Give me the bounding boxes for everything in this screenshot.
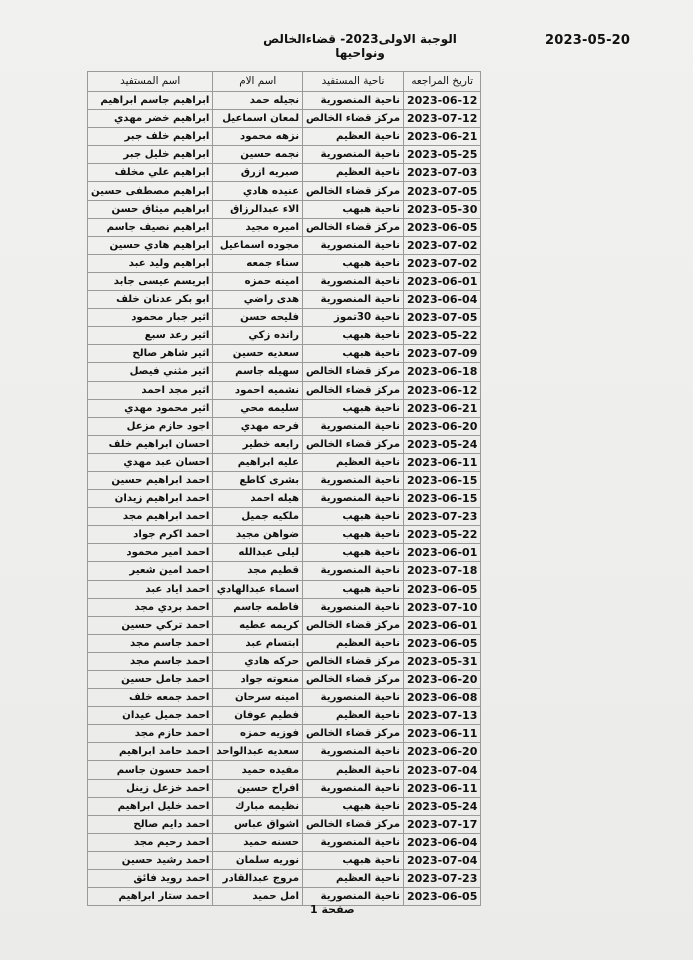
table-row <box>88 345 481 363</box>
district-cell: مركز قضاء الخالص <box>303 435 404 453</box>
district-cell: مركز قضاء الخالص <box>303 725 404 743</box>
table-row <box>88 272 481 290</box>
mother-name-cell: هيله احمد <box>213 490 303 508</box>
column-header-district: ناحية المستفيد <box>303 72 404 92</box>
district-cell: ناحية المنصورية <box>303 689 404 707</box>
table-row <box>88 435 481 453</box>
review-date-cell: 2023-06-15 <box>404 490 481 508</box>
table-row <box>88 797 481 815</box>
review-date-cell: 2023-07-09 <box>404 345 481 363</box>
mother-name-cell: فرحه مهدي <box>213 417 303 435</box>
table-row <box>88 526 481 544</box>
district-cell: مركز قضاء الخالص <box>303 652 404 670</box>
table-row <box>88 815 481 833</box>
district-cell: ناحية العظيم <box>303 634 404 652</box>
district-cell: ناحية هبهب <box>303 399 404 417</box>
beneficiary-name-cell: ابراهيم ميثاق حسن <box>88 200 213 218</box>
beneficiary-name-cell: احمد ابراهيم حسين <box>88 471 213 489</box>
review-date-cell: 2023-06-20 <box>404 743 481 761</box>
mother-name-cell: حركه هادي <box>213 652 303 670</box>
beneficiary-name-cell: اثير مثني فيصل <box>88 363 213 381</box>
district-cell: مركز قضاء الخالص <box>303 182 404 200</box>
district-cell: ناحية العظيم <box>303 707 404 725</box>
district-cell: ناحية هبهب <box>303 797 404 815</box>
beneficiary-name-cell: احمد تركي حسين <box>88 616 213 634</box>
mother-name-cell: رانده زكي <box>213 327 303 345</box>
mother-name-cell: كريمه عطيه <box>213 616 303 634</box>
table-row <box>88 761 481 779</box>
review-date-cell: 2023-06-05 <box>404 580 481 598</box>
table-row <box>88 870 481 888</box>
district-cell: ناحية العظيم <box>303 128 404 146</box>
beneficiary-name-cell: احمد ابراهيم زيدان <box>88 490 213 508</box>
district-cell: ناحية المنصورية <box>303 146 404 164</box>
beneficiary-name-cell: احمد رويد فائق <box>88 870 213 888</box>
beneficiary-name-cell: احمد امير محمود <box>88 544 213 562</box>
table-row <box>88 381 481 399</box>
table-row <box>88 363 481 381</box>
header-date: 2023-05-20 <box>545 33 631 48</box>
table-row <box>88 146 481 164</box>
district-cell: ناحية المنصورية <box>303 779 404 797</box>
table-row <box>88 707 481 725</box>
review-date-cell: 2023-07-05 <box>404 309 481 327</box>
mother-name-cell: ابتسام عبد <box>213 634 303 652</box>
header-title: الوجبة الاولى2023- قضاءالخالص ونواحيها <box>263 32 457 60</box>
beneficiary-name-cell: احمد خزعل زينل <box>88 779 213 797</box>
review-date-cell: 2023-07-02 <box>404 236 481 254</box>
beneficiary-name-cell: احمد خليل ابراهيم <box>88 797 213 815</box>
table-row <box>88 652 481 670</box>
review-date-cell: 2023-07-17 <box>404 815 481 833</box>
mother-name-cell: مروج عبدالقادر <box>213 870 303 888</box>
table-row <box>88 725 481 743</box>
mother-name-cell: اسماء عبدالهادي <box>213 580 303 598</box>
district-cell: ناحية المنصورية <box>303 291 404 309</box>
review-date-cell: 2023-05-24 <box>404 797 481 815</box>
table-row <box>88 128 481 146</box>
mother-name-cell: هدى راضي <box>213 291 303 309</box>
district-cell: ناحية المنصورية <box>303 490 404 508</box>
review-date-cell: 2023-07-05 <box>404 182 481 200</box>
mother-name-cell: فوزيه حمزه <box>213 725 303 743</box>
mother-name-cell: نجمه حسين <box>213 146 303 164</box>
review-date-cell: 2023-06-01 <box>404 272 481 290</box>
mother-name-cell: منعوته جواد <box>213 671 303 689</box>
mother-name-cell: اميره مجيد <box>213 218 303 236</box>
review-date-cell: 2023-06-05 <box>404 218 481 236</box>
district-cell: مركز قضاء الخالص <box>303 671 404 689</box>
beneficiaries-table <box>87 71 481 906</box>
table-row <box>88 888 481 906</box>
beneficiary-name-cell: احسان ابراهيم خلف <box>88 435 213 453</box>
beneficiary-name-cell: احمد ابراهيم مجد <box>88 508 213 526</box>
mother-name-cell: ليلى عبدالله <box>213 544 303 562</box>
beneficiary-name-cell: ابو بكر عدنان خلف <box>88 291 213 309</box>
district-cell: ناحية هبهب <box>303 345 404 363</box>
review-date-cell: 2023-07-02 <box>404 254 481 272</box>
table-row <box>88 399 481 417</box>
mother-name-cell: فاطمه جاسم <box>213 598 303 616</box>
review-date-cell: 2023-06-05 <box>404 888 481 906</box>
district-cell: مركز قضاء الخالص <box>303 381 404 399</box>
table-row <box>88 851 481 869</box>
table-row <box>88 236 481 254</box>
district-cell: ناحية هبهب <box>303 200 404 218</box>
table-row <box>88 453 481 471</box>
table-row <box>88 598 481 616</box>
review-date-cell: 2023-06-18 <box>404 363 481 381</box>
table-row <box>88 508 481 526</box>
district-cell: ناحية هبهب <box>303 526 404 544</box>
table-row <box>88 743 481 761</box>
beneficiary-name-cell: احمد جاسم مجد <box>88 634 213 652</box>
mother-name-cell: الاء عبدالرزاق <box>213 200 303 218</box>
district-cell: ناحية هبهب <box>303 254 404 272</box>
beneficiary-name-cell: اثير مجد احمد <box>88 381 213 399</box>
review-date-cell: 2023-07-03 <box>404 164 481 182</box>
table-row <box>88 200 481 218</box>
beneficiary-name-cell: احمد حسون جاسم <box>88 761 213 779</box>
review-date-cell: 2023-06-15 <box>404 471 481 489</box>
district-cell: ناحية هبهب <box>303 508 404 526</box>
mother-name-cell: رابعه خطير <box>213 435 303 453</box>
review-date-cell: 2023-07-23 <box>404 870 481 888</box>
review-date-cell: 2023-06-20 <box>404 671 481 689</box>
review-date-cell: 2023-06-11 <box>404 725 481 743</box>
mother-name-cell: ملكيه جميل <box>213 508 303 526</box>
beneficiary-name-cell: احسان عبد مهدي <box>88 453 213 471</box>
review-date-cell: 2023-06-01 <box>404 544 481 562</box>
beneficiary-name-cell: اجود حازم مزعل <box>88 417 213 435</box>
table-row <box>88 254 481 272</box>
mother-name-cell: نشميه احمود <box>213 381 303 399</box>
district-cell: ناحية المنصورية <box>303 92 404 110</box>
column-header-review-date: تاريخ المراجعه <box>404 72 481 92</box>
review-date-cell: 2023-06-11 <box>404 453 481 471</box>
review-date-cell: 2023-06-12 <box>404 92 481 110</box>
mother-name-cell: افراح حسين <box>213 779 303 797</box>
review-date-cell: 2023-07-12 <box>404 110 481 128</box>
district-cell: مركز قضاء الخالص <box>303 110 404 128</box>
table-row <box>88 779 481 797</box>
review-date-cell: 2023-07-18 <box>404 562 481 580</box>
beneficiary-name-cell: اثير شاهر صالح <box>88 345 213 363</box>
mother-name-cell: سعديه حسين <box>213 345 303 363</box>
mother-name-cell: عليه ابراهيم <box>213 453 303 471</box>
review-date-cell: 2023-07-13 <box>404 707 481 725</box>
beneficiary-name-cell: احمد دايم صالح <box>88 815 213 833</box>
column-header-mother-name: اسم الام <box>213 72 303 92</box>
district-cell: ناحية العظيم <box>303 164 404 182</box>
table-row <box>88 562 481 580</box>
review-date-cell: 2023-06-04 <box>404 833 481 851</box>
mother-name-cell: سهيله جاسم <box>213 363 303 381</box>
beneficiary-name-cell: احمد جامل حسين <box>88 671 213 689</box>
review-date-cell: 2023-06-01 <box>404 616 481 634</box>
table-row <box>88 689 481 707</box>
beneficiary-name-cell: احمد رشيد حسين <box>88 851 213 869</box>
mother-name-cell: ضواهن مجيد <box>213 526 303 544</box>
table-row <box>88 110 481 128</box>
beneficiary-name-cell: ابراهيم خليل جبر <box>88 146 213 164</box>
table-row <box>88 471 481 489</box>
mother-name-cell: لمعان اسماعيل <box>213 110 303 128</box>
review-date-cell: 2023-06-11 <box>404 779 481 797</box>
mother-name-cell: نوريه سلمان <box>213 851 303 869</box>
review-date-cell: 2023-05-22 <box>404 526 481 544</box>
table-body <box>88 92 481 906</box>
mother-name-cell: امينه حمزه <box>213 272 303 290</box>
district-cell: ناحية العظيم <box>303 453 404 471</box>
mother-name-cell: نزهه محمود <box>213 128 303 146</box>
mother-name-cell: نجيله حمد <box>213 92 303 110</box>
district-cell: ناحية المنصورية <box>303 471 404 489</box>
mother-name-cell: امينه سرحان <box>213 689 303 707</box>
district-cell: ناحية المنصورية <box>303 236 404 254</box>
beneficiary-name-cell: احمد اياد عبد <box>88 580 213 598</box>
mother-name-cell: اشواق عباس <box>213 815 303 833</box>
table-row <box>88 544 481 562</box>
district-cell: ناحية العظيم <box>303 870 404 888</box>
review-date-cell: 2023-06-20 <box>404 417 481 435</box>
beneficiary-name-cell: احمد ستار ابراهيم <box>88 888 213 906</box>
table-row <box>88 218 481 236</box>
beneficiary-name-cell: ابراهيم مصطفى حسين <box>88 182 213 200</box>
beneficiary-name-cell: احمد حازم مجد <box>88 725 213 743</box>
beneficiary-name-cell: ابراهيم خضر مهدي <box>88 110 213 128</box>
beneficiary-name-cell: ابريسم عيسى جابد <box>88 272 213 290</box>
review-date-cell: 2023-05-31 <box>404 652 481 670</box>
table-row <box>88 182 481 200</box>
review-date-cell: 2023-06-12 <box>404 381 481 399</box>
mother-name-cell: سعديه عبدالواحد <box>213 743 303 761</box>
district-cell: ناحية 30تموز <box>303 309 404 327</box>
review-date-cell: 2023-07-04 <box>404 851 481 869</box>
table-row <box>88 164 481 182</box>
mother-name-cell: حسنه حميد <box>213 833 303 851</box>
table-row <box>88 291 481 309</box>
district-cell: ناحية المنصورية <box>303 417 404 435</box>
district-cell: ناحية العظيم <box>303 761 404 779</box>
review-date-cell: 2023-05-30 <box>404 200 481 218</box>
review-date-cell: 2023-06-08 <box>404 689 481 707</box>
mother-name-cell: مجوده اسماعيل <box>213 236 303 254</box>
table-row <box>88 634 481 652</box>
beneficiary-name-cell: ابراهيم خلف جبر <box>88 128 213 146</box>
mother-name-cell: فطيم عوفان <box>213 707 303 725</box>
table-row <box>88 327 481 345</box>
mother-name-cell: قطيم مجد <box>213 562 303 580</box>
review-date-cell: 2023-05-24 <box>404 435 481 453</box>
beneficiary-name-cell: ابراهيم علي مخلف <box>88 164 213 182</box>
mother-name-cell: عنيده هادي <box>213 182 303 200</box>
beneficiary-name-cell: اثير رعد سبع <box>88 327 213 345</box>
district-cell: ناحية المنصورية <box>303 833 404 851</box>
review-date-cell: 2023-05-25 <box>404 146 481 164</box>
district-cell: مركز قضاء الخالص <box>303 815 404 833</box>
table-row <box>88 671 481 689</box>
district-cell: ناحية هبهب <box>303 544 404 562</box>
table-row <box>88 309 481 327</box>
district-cell: ناحية المنصورية <box>303 562 404 580</box>
table-row <box>88 417 481 435</box>
mother-name-cell: مفيده حميد <box>213 761 303 779</box>
table-row <box>88 490 481 508</box>
beneficiary-name-cell: اثير محمود مهدي <box>88 399 213 417</box>
mother-name-cell: صبريه ازرق <box>213 164 303 182</box>
review-date-cell: 2023-06-05 <box>404 634 481 652</box>
district-cell: ناحية هبهب <box>303 327 404 345</box>
district-cell: ناحية المنصورية <box>303 272 404 290</box>
beneficiary-name-cell: اثير جبار محمود <box>88 309 213 327</box>
mother-name-cell: سناء جمعه <box>213 254 303 272</box>
district-cell: ناحية هبهب <box>303 851 404 869</box>
review-date-cell: 2023-05-22 <box>404 327 481 345</box>
column-header-beneficiary-name: اسم المستفيد <box>88 72 213 92</box>
beneficiary-name-cell: ابراهيم جاسم ابراهيم <box>88 92 213 110</box>
beneficiary-name-cell: احمد حامد ابراهيم <box>88 743 213 761</box>
review-date-cell: 2023-06-04 <box>404 291 481 309</box>
table-header-row <box>88 72 481 92</box>
page-number: صفحة 1 <box>310 903 355 916</box>
mother-name-cell: امل حميد <box>213 888 303 906</box>
review-date-cell: 2023-06-21 <box>404 399 481 417</box>
district-cell: مركز قضاء الخالص <box>303 363 404 381</box>
beneficiary-name-cell: احمد امين شعير <box>88 562 213 580</box>
district-cell: ناحية المنصورية <box>303 598 404 616</box>
beneficiary-name-cell: ابراهيم وليد عبد <box>88 254 213 272</box>
beneficiary-name-cell: ابراهيم نصيف جاسم <box>88 218 213 236</box>
table-row <box>88 92 481 110</box>
district-cell: مركز قضاء الخالص <box>303 616 404 634</box>
review-date-cell: 2023-07-04 <box>404 761 481 779</box>
mother-name-cell: فليحه حسن <box>213 309 303 327</box>
beneficiary-name-cell: احمد بردي مجد <box>88 598 213 616</box>
table-row <box>88 616 481 634</box>
mother-name-cell: نظيمه مبارك <box>213 797 303 815</box>
mother-name-cell: سليمه محي <box>213 399 303 417</box>
beneficiary-name-cell: احمد جمعه خلف <box>88 689 213 707</box>
table-row <box>88 833 481 851</box>
district-cell: ناحية المنصورية <box>303 888 404 906</box>
review-date-cell: 2023-07-23 <box>404 508 481 526</box>
beneficiary-name-cell: احمد جميل عيدان <box>88 707 213 725</box>
review-date-cell: 2023-06-21 <box>404 128 481 146</box>
beneficiary-name-cell: احمد اكرم جواد <box>88 526 213 544</box>
mother-name-cell: بشرى كاطع <box>213 471 303 489</box>
district-cell: مركز قضاء الخالص <box>303 218 404 236</box>
district-cell: ناحية المنصورية <box>303 743 404 761</box>
beneficiary-name-cell: احمد رحيم مجد <box>88 833 213 851</box>
beneficiary-name-cell: ابراهيم هادي حسين <box>88 236 213 254</box>
beneficiary-name-cell: احمد جاسم مجد <box>88 652 213 670</box>
review-date-cell: 2023-07-10 <box>404 598 481 616</box>
table-row <box>88 580 481 598</box>
district-cell: ناحية هبهب <box>303 580 404 598</box>
